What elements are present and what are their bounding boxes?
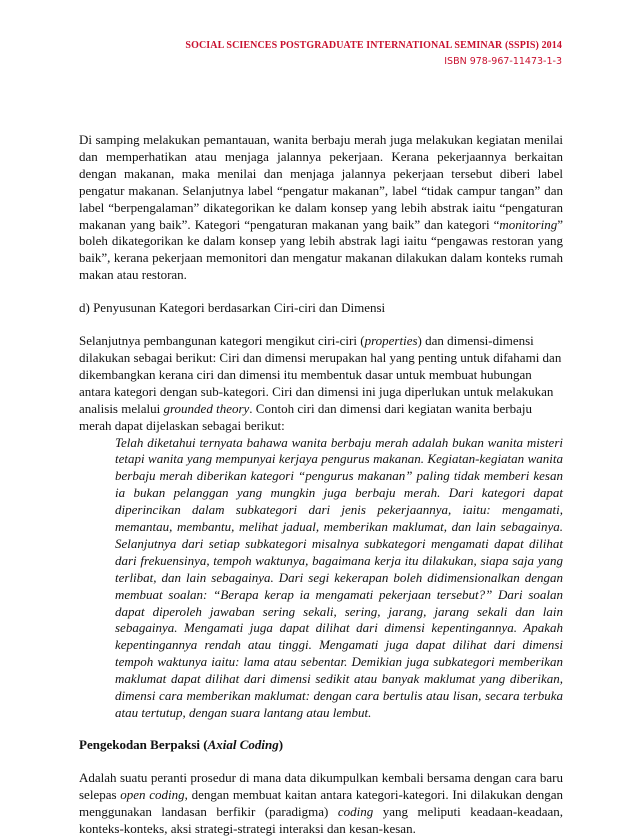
section-heading-axial-coding: Pengekodan Berpaksi (Axial Coding) [79, 736, 284, 752]
paragraph-axial-coding: Adalah suatu peranti prosedur di mana data dikumpulkan kembali bersama dengan cara baru selepas open coding, dengan membuat kaitan antara kategori-kategori. Ini dilakukan dengan menggunakan landasan berfikir (paradigma) coding yang meliputi keadaan-keadaan, konteks-konteks, aksi strategi-strategi interaksi dan kesan-kesan. [79, 769, 563, 836]
term-properties: properties [364, 333, 418, 349]
body-text [79, 132, 563, 837]
block-quote-example: Telah diketahui ternyata bahawa wanita berbaju merah adalah bukan wanita misteri tetapi wanita yang mempunyai kerjaya pengurus makanan. Kegiatan-kegiatan wanita berbaju merah diberikan kategori “pengurus makanan” paling tidak memberi kesan ia bukan pelanggan yang mungkin juga berbaju merah. Dari kategori dapat diperincikan dalam subkategori dari jenis pekerjaannya, iaitu: mengamati, memantau, membantu, melihat jadual, memberikan maklumat, dan lain sebagainya. Selanjutnya dari setiap subkategori misalnya subkategori mengamati dapat dilihat dari frekuensinya, tempoh waktunya, bagaimana kerja itu dilakukan, siapa saja yang terlibat, dan lain sebagainya. Dari segi kekerapan boleh didimensionalkan dengan membuat soalan: “Berapa kerap ia mengamati pekerjaan tersebut?” Dari soalan dapat diperoleh jawaban sering sekali, sering, jarang, jarang sekali dan lain sebagainya. Mengamati juga dapat dilihat dari dimensi kepentingannya. Apakah kepentingannya rendah atau tinggi. Mengamati juga dapat dilihat dari dimensi tempoh waktunya iaitu: lama atau sebentar. Demikian juga subkategori memberikan maklumat dapat dilihat dari dimensi sedikit atau banyak maklumat yang diberikan, dimensi cara memberikan maklumat: dengan cara bertulis atau lisan, secara terbuka atau tertutup, dengan suara lantang atau lembut. [115, 434, 563, 720]
running-header-isbn: ISBN 978-967-11473-1-3 [444, 56, 562, 67]
paragraph-pengatur-makanan: Di samping melakukan pemantauan, wanita berbaju merah juga melakukan kegiatan menilai dan memperhatikan atau menjaga jalannya pekerjaan. Kerana pekerjaannya berkaitan dengan makanan, maka menilai dan menjaga jalannya pekerjaan tersebut diberi label pengatur makanan. Selanjutnya label “pengatur makanan”, label “tidak campur tangan” dan label “berpengalaman” dikategorikan ke dalam konsep yang lebih abstrak iaitu “pengaturan makanan yang baik”. Kategori “pengaturan makanan yang baik” dan kategori “monitoring” boleh dikategorikan ke dalam konsep yang lebih abstrak lagi iaitu “pengawas restoran yang baik”, kerana pekerjaan memonitori dan mengatur makanan dilakukan dalam konteks rumah makan atau restoran. [79, 132, 563, 283]
subheading-kategori: d) Penyusunan Kategori berdasarkan Ciri-ciri dan Dimensi [79, 300, 386, 316]
term-grounded-theory: grounded theory [163, 400, 250, 416]
running-header-seminar: SOCIAL SCIENCES POSTGRADUATE INTERNATIONAL SEMINAR (SSPIS) 2014 [185, 40, 562, 51]
term-monitoring: monitoring [499, 216, 558, 232]
paragraph-ciri-dimensi: Selanjutnya pembangunan kategori mengikut ciri-ciri (properties) dan dimensi-dimensi dilakukan sebagai berikut: Ciri dan dimensi merupakan hal yang penting untuk difahami dan dikembangkan kerana ciri dan dimensi itu membentuk dasar untuk membuat hubungan antara kategori dengan sub-kategori. Ciri dan dimensi ini juga diperlukan untuk melakukan analisis melalui grounded theory. Contoh ciri dan dimensi dari kegiatan wanita berbaju merah dapat dijelaskan sebagai berikut: [79, 333, 562, 433]
term-open-coding: open coding [120, 786, 185, 802]
term-coding: coding [337, 803, 374, 819]
